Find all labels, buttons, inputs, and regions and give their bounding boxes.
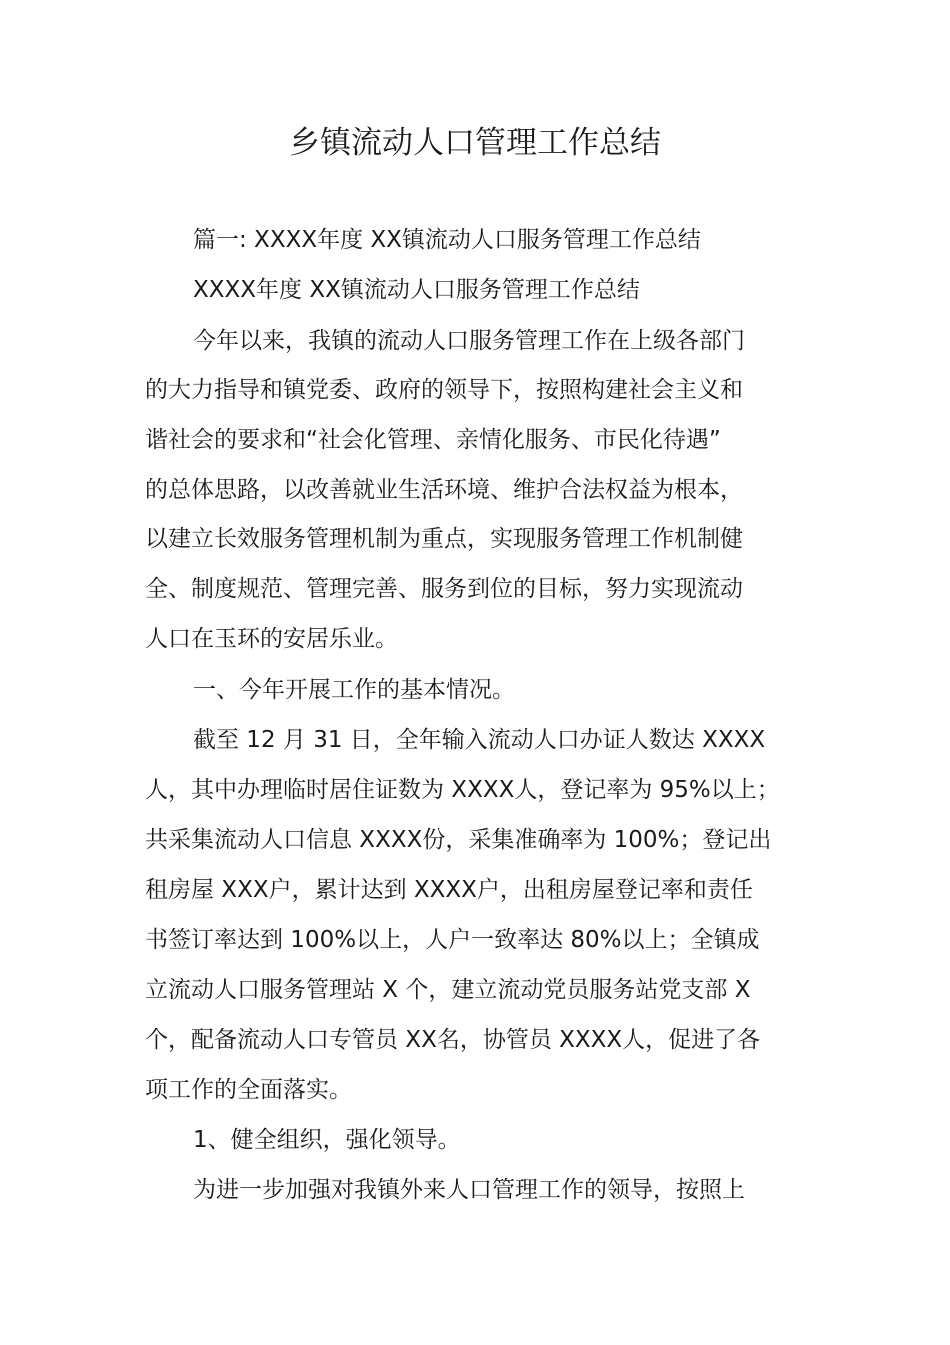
document-title: 乡镇流动人口管理工作总结 <box>289 125 661 161</box>
paragraph-line: 人，其中办理临时居住证数为 XXXX人，登记率为 95%以上； <box>145 777 780 803</box>
section-heading-one: 一、今年开展工作的基本情况。 <box>193 677 515 703</box>
paragraph-line: 项工作的全面落实。 <box>145 1077 352 1103</box>
paragraph-line: 共采集流动人口信息 XXXX份，采集准确率为 100%；登记出 <box>145 827 772 853</box>
subtitle-line: XXXX年度 XX镇流动人口服务管理工作总结 <box>193 277 640 303</box>
paragraph-line: 谐社会的要求和“社会化管理、亲情化服务、市民化待遇” <box>145 427 721 453</box>
subsection-heading-1: 1、健全组织，强化领导。 <box>193 1127 461 1153</box>
paragraph-line: 立流动人口服务管理站 X 个，建立流动党员服务站党支部 X <box>145 977 751 1003</box>
paragraph-line: 截至 12 月 31 日，全年输入流动人口办证人数达 XXXX <box>193 727 766 753</box>
paragraph-line: 以建立长效服务管理机制为重点，实现服务管理工作机制健 <box>145 526 743 552</box>
paragraph-line: 为进一步加强对我镇外来人口管理工作的领导，按照上 <box>193 1177 745 1203</box>
paragraph-line: 的总体思路，以改善就业生活环境、维护合法权益为根本， <box>145 477 743 503</box>
paragraph-line: 今年以来，我镇的流动人口服务管理工作在上级各部门 <box>193 328 745 354</box>
paragraph-line: 个，配备流动人口专管员 XX名，协管员 XXXX人，促进了各 <box>145 1027 761 1053</box>
paragraph-line: 全、制度规范、管理完善、服务到位的目标，努力实现流动 <box>145 576 743 602</box>
paragraph-line: 租房屋 XXX户，累计达到 XXXX户，出租房屋登记率和责任 <box>145 877 753 903</box>
paragraph-line: 的大力指导和镇党委、政府的领导下，按照构建社会主义和 <box>145 377 743 403</box>
paragraph-line: 书签订率达到 100%以上，人户一致率达 80%以上；全镇成 <box>145 927 760 953</box>
paragraph-line: 人口在玉环的安居乐业。 <box>145 626 398 652</box>
section-heading-part-one: 篇一: XXXX年度 XX镇流动人口服务管理工作总结 <box>193 227 701 253</box>
